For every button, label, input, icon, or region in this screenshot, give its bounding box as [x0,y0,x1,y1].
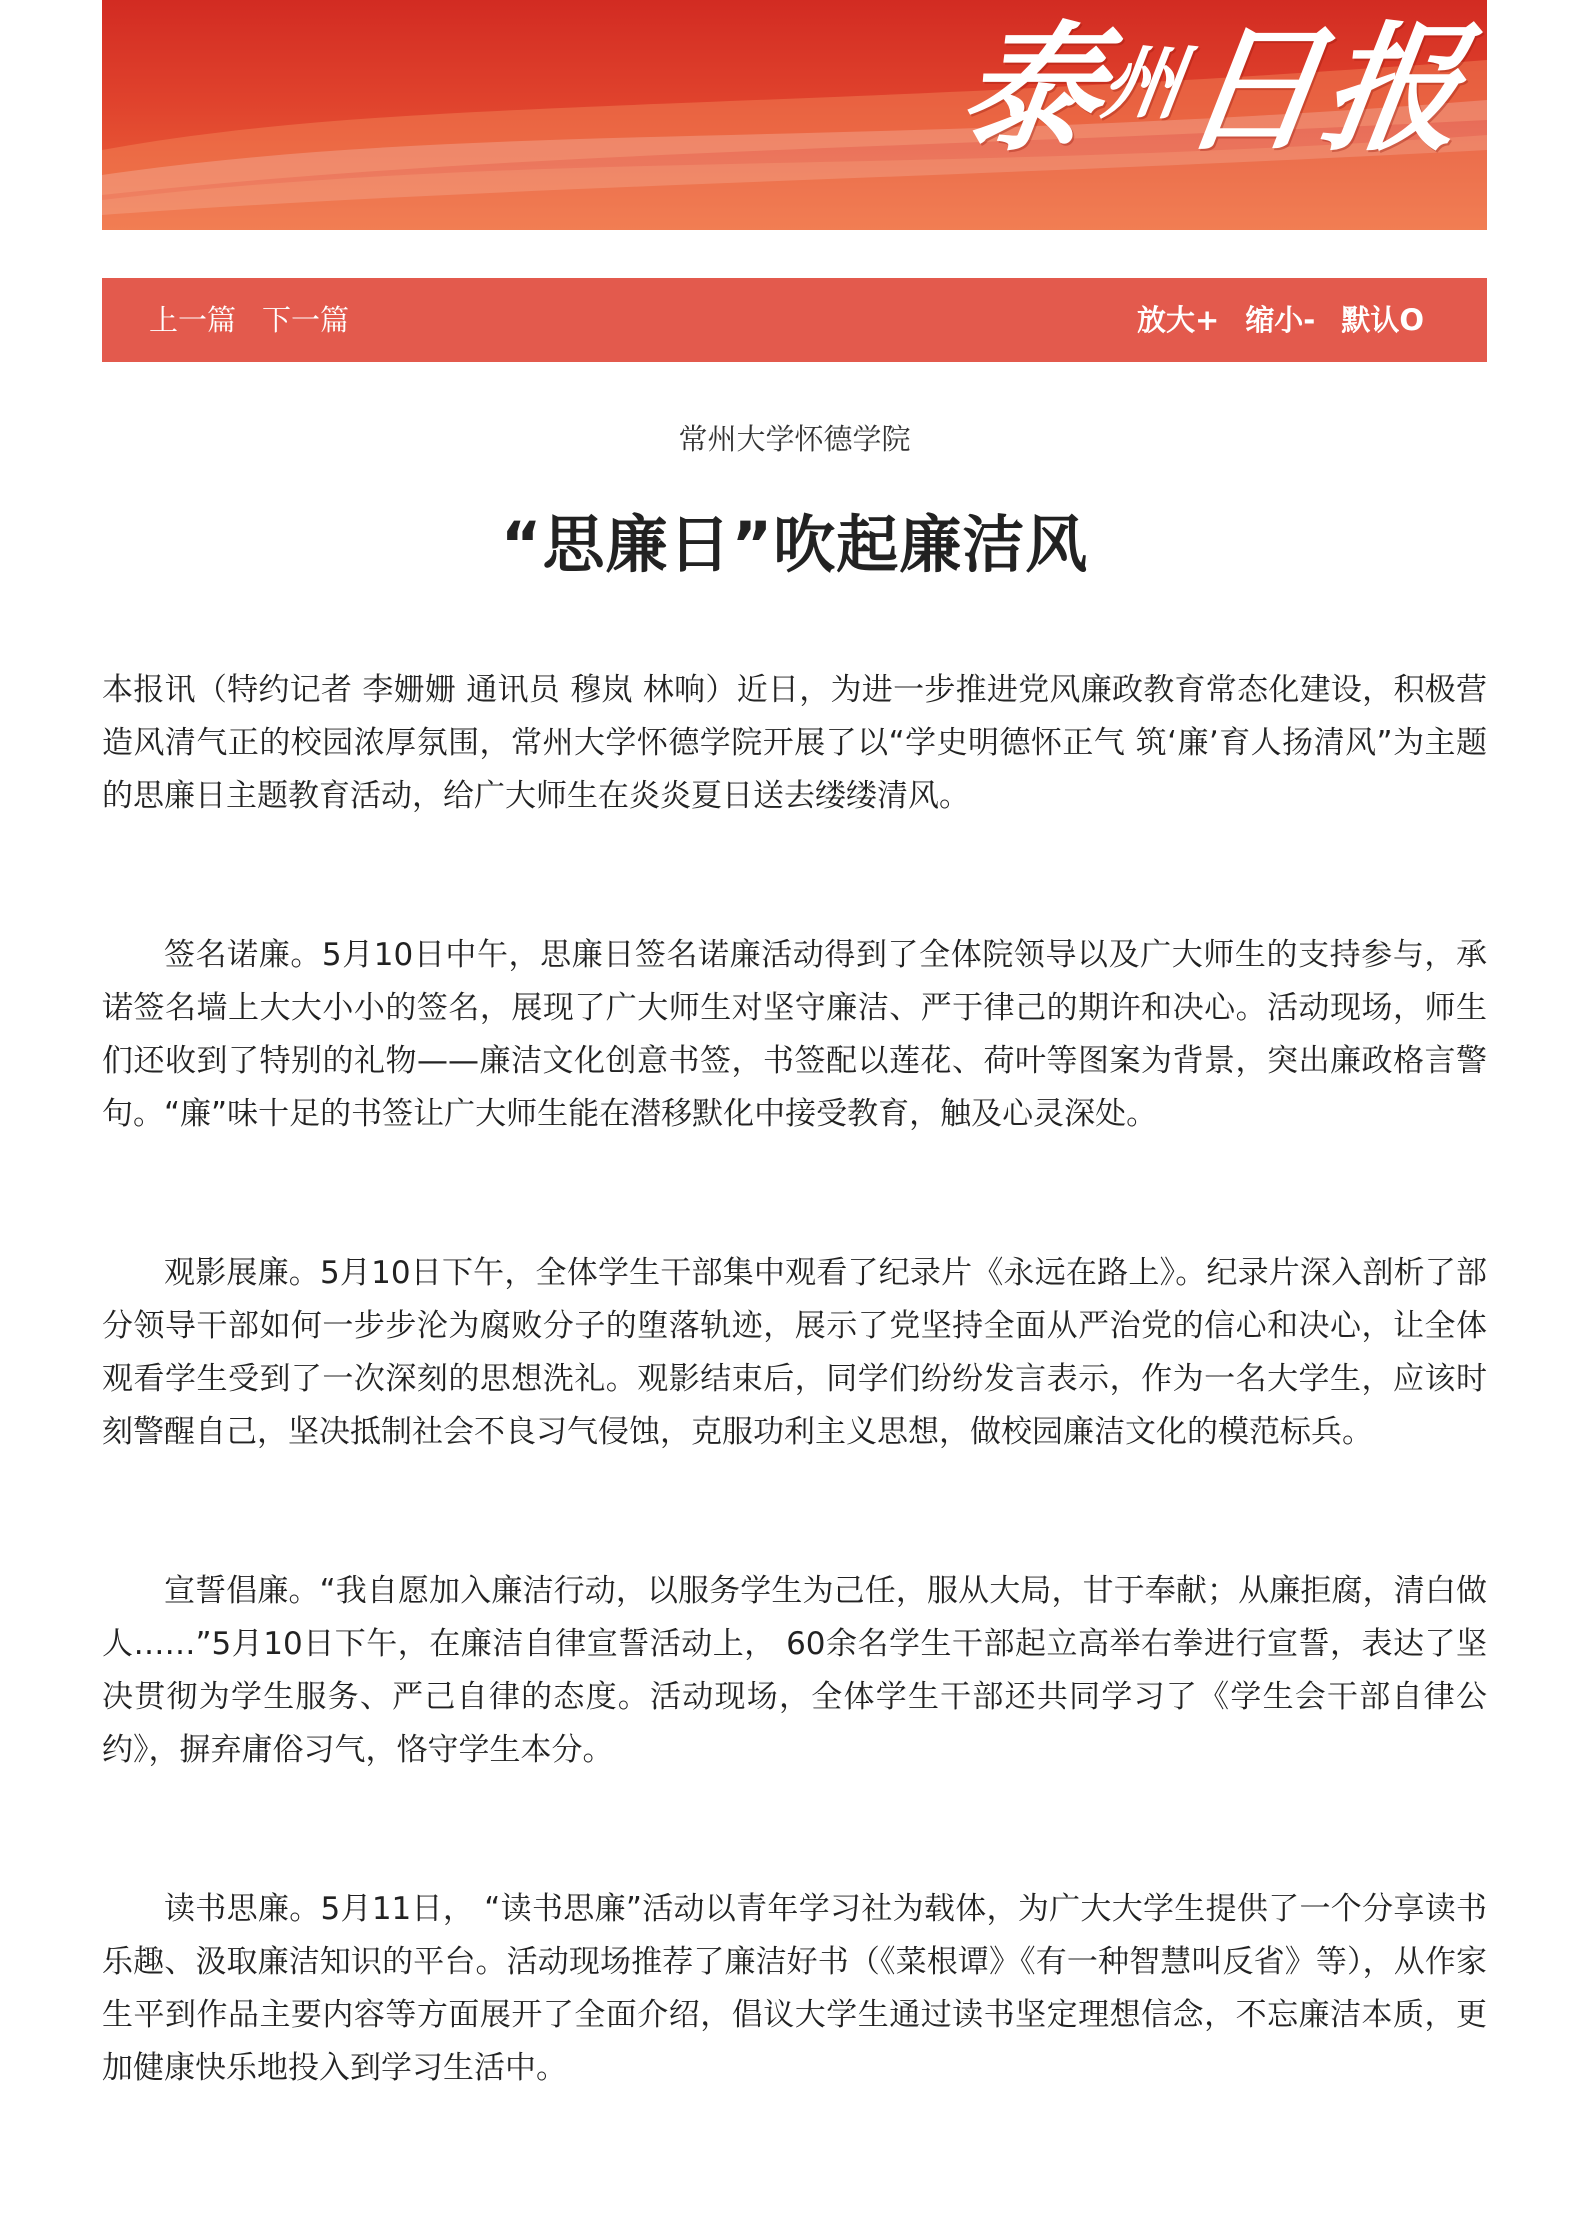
article-paragraph-reading: 读书思廉。5月11日， “读书思廉”活动以青年学习社为载体，为广大大学生提供了一个分享读书乐趣、汲取廉洁知识的平台。活动现场推荐了廉洁好书（《菜根谭》《有一种智慧叫反省》等），从作家生平到作品主要内容等方面展开了全面介绍，倡议大学生通过读书坚定理想信念，不忘廉洁本质，更加健康快乐地投入到学习生活中。 [102,1891,1487,2086]
article-paragraph-film: 观影展廉。5月10日下午，全体学生干部集中观看了纪录片《永远在路上》。纪录片深入剖析了部分领导干部如何一步步沦为腐败分子的堕落轨迹，展示了党坚持全面从严治党的信心和决心，让全体观看学生受到了一次深刻的思想洗礼。观影结束后，同学们纷纷发言表示，作为一名大学生，应该时刻警醒自己，坚决抵制社会不良习气侵蚀，克服功利主义思想，做校园廉洁文化的模范标兵。 [102,1255,1487,1450]
reset-size-button[interactable]: 默认O [1341,303,1424,337]
article-nav-bar [102,278,1487,362]
pagination-links [149,278,375,362]
article-paragraph-oath: 宣誓倡廉。“我自愿加入廉洁行动，以服务学生为己任，服从大局，甘于奉献；从廉拒腐，清白做人……”5月10日下午，在廉洁自律宣誓活动上， 60余名学生干部起立高举右拳进行宣誓，表达了坚决贯彻为学生服务、严己自律的态度。活动现场，全体学生干部还共同学习了《学生会干部自律公约》，摒弃庸俗习气，恪守学生本分。 [102,1573,1487,1768]
article-body [102,664,1487,2201]
zoom-out-button[interactable]: 缩小- [1245,303,1316,337]
article-paragraph-lead: 本报讯（特约记者 李姗姗 通讯员 穆岚 林响）近日，为进一步推进党风廉政教育常态化建设，积极营造风清气正的校园浓厚氛围，常州大学怀德学院开展了以“学史明德怀正气 筑‘廉’育人扬清风”为主题的思廉日主题教育活动，给广大师生在炎炎夏日送去缕缕清风。 [102,672,1487,814]
article-kicker: 常州大学怀德学院 [678,422,911,456]
masthead-banner [102,0,1487,230]
article-paragraph-signing: 签名诺廉。5月10日中午，思廉日签名诺廉活动得到了全体院领导以及广大师生的支持参与，承诺签名墙上大大小小的签名，展现了广大师生对坚守廉洁、严于律己的期许和决心。活动现场，师生们还收到了特别的礼物——廉洁文化创意书签，书签配以莲花、荷叶等图案为背景，突出廉政格言警句。“廉”味十足的书签让广大师生能在潜移默化中接受教育，触及心灵深处。 [102,937,1487,1132]
article-title: “思廉日”吹起廉洁风 [500,508,1089,581]
logo-char-2: 州 [1096,36,1192,130]
zoom-in-button[interactable]: 放大+ [1136,303,1220,337]
next-article-link[interactable]: 下一篇 [262,303,350,337]
logo-chars-rest: 日报 [1172,7,1476,170]
logo-char-1: 泰 [950,7,1114,170]
prev-article-link[interactable]: 上一篇 [149,303,237,337]
font-size-controls [1111,278,1424,362]
newspaper-logo [950,7,1476,170]
